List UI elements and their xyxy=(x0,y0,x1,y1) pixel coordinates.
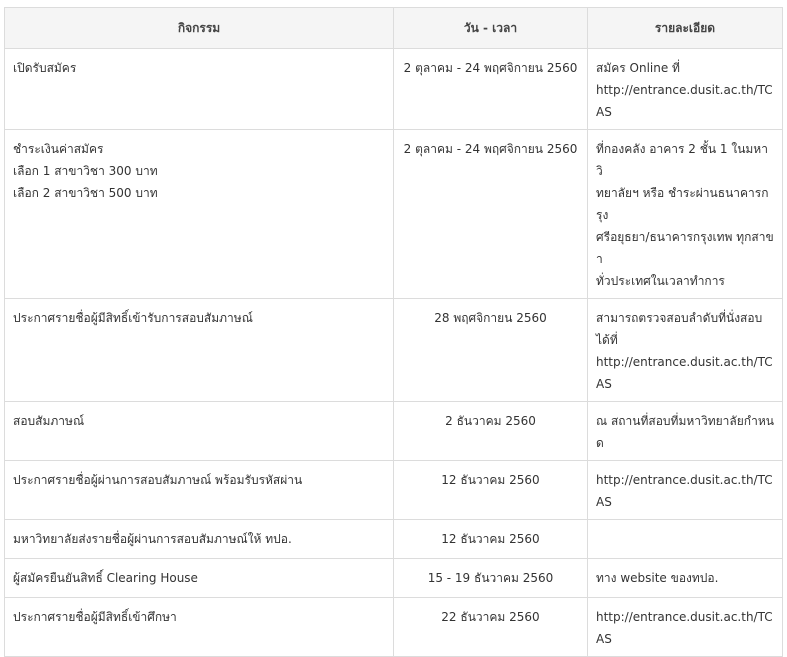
detail-text: ทั่วประเทศในเวลาทำการ xyxy=(596,274,725,288)
activity-cell xyxy=(5,49,394,130)
detail-cell xyxy=(588,559,783,598)
detail-text: ได้ที่ xyxy=(596,333,618,347)
detail-cell xyxy=(588,461,783,520)
table-row xyxy=(5,520,783,559)
date-cell xyxy=(394,461,588,520)
detail-text: ที่กองคลัง อาคาร 2 ชั้น 1 ในมหาวิ xyxy=(596,142,768,178)
detail-cell xyxy=(588,49,783,130)
detail-cell xyxy=(588,520,783,559)
activity-cell xyxy=(5,520,394,559)
date-text: 22 ธันวาคม 2560 xyxy=(441,610,540,624)
detail-text: http://entrance.dusit.ac.th/TCAS xyxy=(596,83,773,119)
activity-text: ชำระเงินค่าสมัคร xyxy=(13,142,104,156)
table-row xyxy=(5,49,783,130)
date-text: 28 พฤศจิกายน 2560 xyxy=(434,311,547,325)
date-cell xyxy=(394,402,588,461)
column-header-activity: กิจกรรม xyxy=(5,8,394,49)
table-row xyxy=(5,461,783,520)
date-text: 12 ธันวาคม 2560 xyxy=(441,532,540,546)
activity-text: มหาวิทยาลัยส่งรายชื่อผู้ผ่านการสอบสัมภาษณ์ให้ ทปอ. xyxy=(13,532,292,546)
table-body xyxy=(5,49,783,657)
detail-text: สมัคร Online ที่ xyxy=(596,61,680,75)
activity-cell xyxy=(5,299,394,402)
detail-cell xyxy=(588,299,783,402)
date-text: 2 ธันวาคม 2560 xyxy=(445,414,536,428)
table-row xyxy=(5,402,783,461)
table-row xyxy=(5,299,783,402)
date-cell xyxy=(394,598,588,657)
detail-text: ณ สถานที่สอบที่มหาวิทยาลัยกำหนด xyxy=(596,414,774,450)
column-header-datetime: วัน - เวลา xyxy=(394,8,588,49)
activity-cell xyxy=(5,461,394,520)
activity-cell xyxy=(5,130,394,299)
activity-cell xyxy=(5,402,394,461)
activity-text: เลือก 1 สาขาวิชา 300 บาท xyxy=(13,164,158,178)
table-row xyxy=(5,598,783,657)
date-cell xyxy=(394,299,588,402)
column-header-detail: รายละเอียด xyxy=(588,8,783,49)
date-text: 2 ตุลาคม - 24 พฤศจิกายน 2560 xyxy=(403,142,578,156)
detail-text: ทยาลัยฯ หรือ ชำระผ่านธนาคารกรุง xyxy=(596,186,769,222)
activity-text: ผู้สมัครยืนยันสิทธิ์ Clearing House xyxy=(13,571,198,585)
detail-text: ศรีอยุธยา/ธนาคารกรุงเทพ ทุกสาขา xyxy=(596,230,774,266)
date-cell xyxy=(394,49,588,130)
activity-text: ประกาศรายชื่อผู้มีสิทธิ์เข้าศึกษา xyxy=(13,610,177,624)
detail-text: สามารถตรวจสอบลำดับที่นั่งสอบ xyxy=(596,311,763,325)
table-header-row xyxy=(5,8,783,49)
activity-text: เปิดรับสมัคร xyxy=(13,61,77,75)
detail-cell xyxy=(588,130,783,299)
date-cell xyxy=(394,130,588,299)
date-text: 2 ตุลาคม - 24 พฤศจิกายน 2560 xyxy=(403,61,578,75)
schedule-table xyxy=(4,7,783,657)
table-row xyxy=(5,559,783,598)
date-cell xyxy=(394,559,588,598)
date-cell xyxy=(394,520,588,559)
table-row xyxy=(5,130,783,299)
detail-text: http://entrance.dusit.ac.th/TCAS xyxy=(596,473,773,509)
activity-text: ประกาศรายชื่อผู้ผ่านการสอบสัมภาษณ์ พร้อมรับรหัสผ่าน xyxy=(13,473,303,487)
activity-cell xyxy=(5,559,394,598)
detail-text: ทาง website ของทปอ. xyxy=(596,571,719,585)
activity-text: ประกาศรายชื่อผู้มีสิทธิ์เข้ารับการสอบสัมภาษณ์ xyxy=(13,311,253,325)
detail-cell xyxy=(588,598,783,657)
activity-text: สอบสัมภาษณ์ xyxy=(13,414,85,428)
detail-cell xyxy=(588,402,783,461)
detail-text: http://entrance.dusit.ac.th/TCAS xyxy=(596,355,773,391)
activity-cell xyxy=(5,598,394,657)
date-text: 15 - 19 ธันวาคม 2560 xyxy=(427,571,554,585)
activity-text: เลือก 2 สาขาวิชา 500 บาท xyxy=(13,186,158,200)
detail-text: http://entrance.dusit.ac.th/TCAS xyxy=(596,610,773,646)
date-text: 12 ธันวาคม 2560 xyxy=(441,473,540,487)
